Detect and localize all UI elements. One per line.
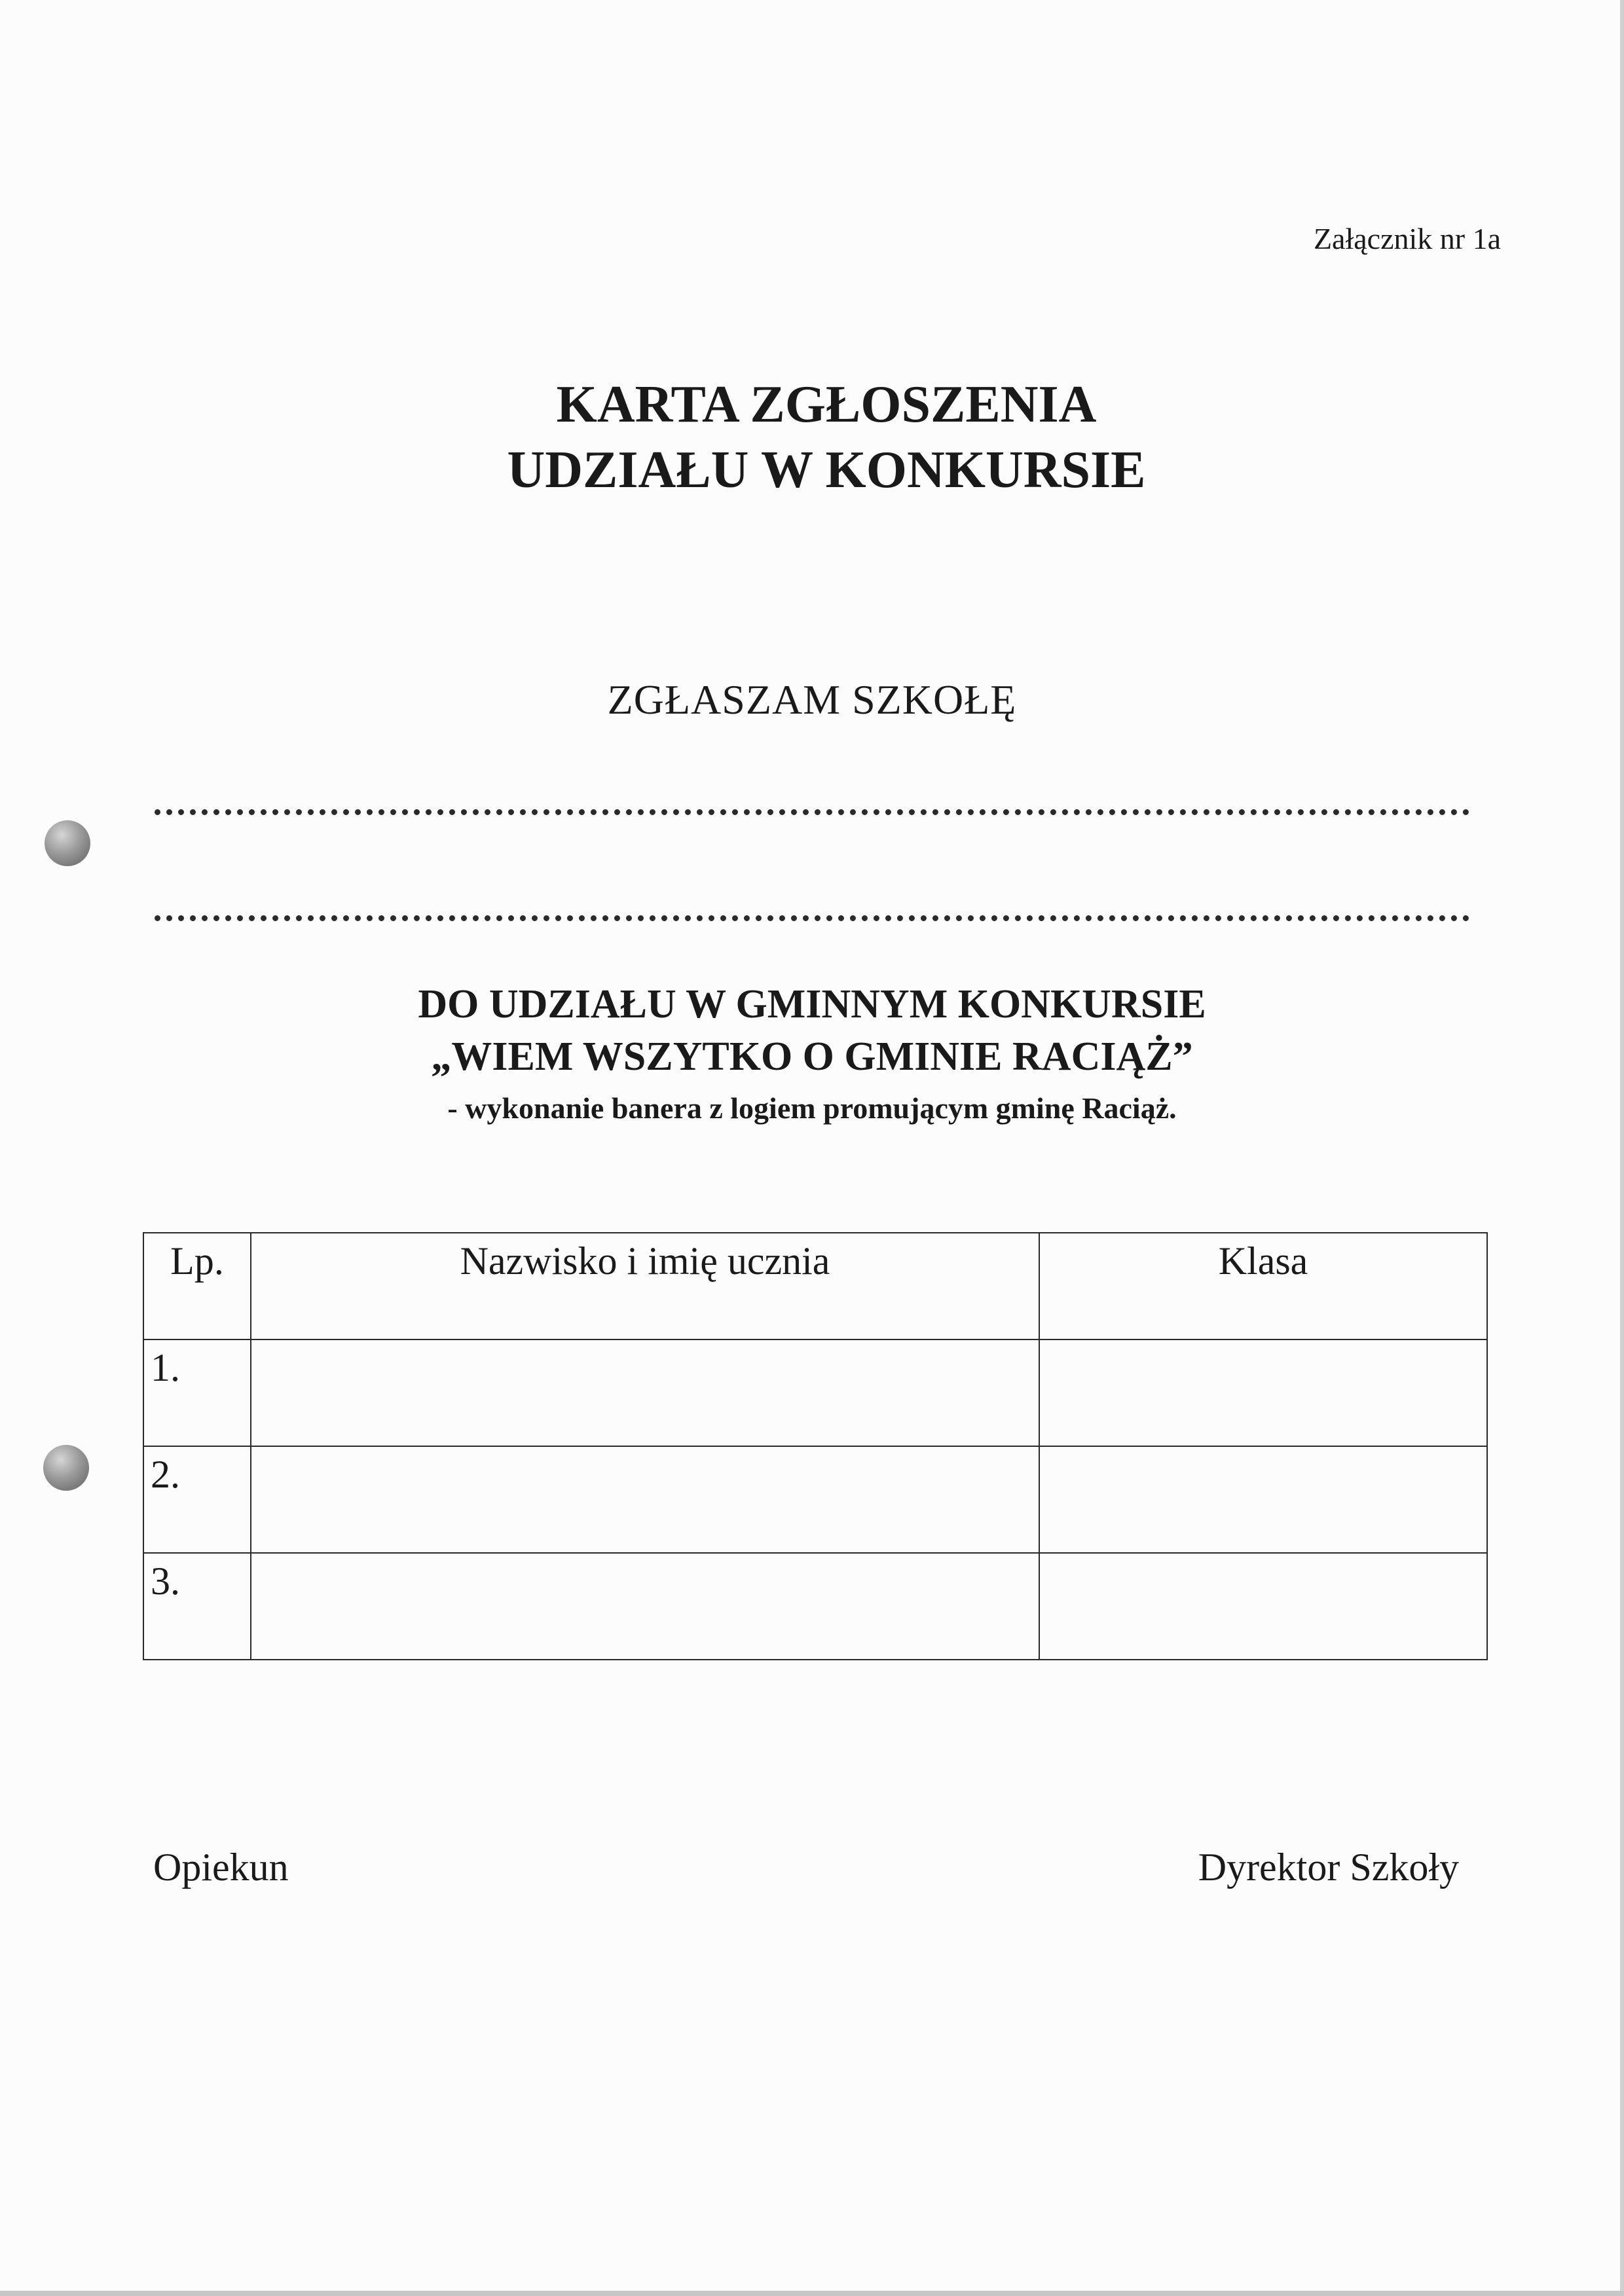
- form-title: [0, 372, 1624, 503]
- student-class-cell[interactable]: [1039, 1339, 1487, 1446]
- punch-hole-top: [45, 820, 90, 866]
- school-name-fill-line-1[interactable]: [155, 809, 1469, 815]
- declaration-heading: ZGŁASZAM SZKOŁĘ: [607, 676, 1017, 723]
- punch-hole-bottom: [43, 1445, 89, 1491]
- header-lp: Lp.: [143, 1233, 251, 1339]
- header-class: Klasa: [1039, 1233, 1487, 1339]
- table-row: [143, 1553, 1487, 1660]
- student-name-cell[interactable]: [251, 1553, 1039, 1660]
- scan-edge-bottom: [0, 2291, 1624, 2296]
- contest-line-2: „WIEM WSZYTKO O GMINIE RACIĄŻ”: [431, 1034, 1193, 1079]
- student-class-cell[interactable]: [1039, 1446, 1487, 1553]
- header-name: Nazwisko i imię ucznia: [251, 1233, 1039, 1339]
- signature-director-label: Dyrektor Szkoły: [1198, 1846, 1459, 1889]
- signature-guardian-label: Opiekun: [153, 1846, 289, 1889]
- contest-heading: [0, 978, 1624, 1131]
- contest-line-1: DO UDZIAŁU W GMINNYM KONKURSIE: [418, 982, 1206, 1027]
- contest-subtitle: - wykonanie banera z logiem promującym gminę Raciąż.: [447, 1091, 1177, 1125]
- row-number: 2.: [143, 1446, 251, 1553]
- row-number: 1.: [143, 1339, 251, 1446]
- table-header-row: [143, 1233, 1487, 1339]
- student-class-cell[interactable]: [1039, 1553, 1487, 1660]
- annex-label: Załącznik nr 1a: [1313, 222, 1501, 255]
- table-row: [143, 1339, 1487, 1446]
- students-table: [143, 1232, 1488, 1660]
- row-number: 3.: [143, 1553, 251, 1660]
- school-name-fill-line-2[interactable]: [155, 915, 1469, 921]
- student-name-cell[interactable]: [251, 1446, 1039, 1553]
- table-row: [143, 1446, 1487, 1553]
- student-name-cell[interactable]: [251, 1339, 1039, 1446]
- form-title-line-2: UDZIAŁU W KONKURSIE: [507, 441, 1146, 499]
- scan-edge-right: [1620, 0, 1624, 2296]
- form-title-line-1: KARTA ZGŁOSZENIA: [556, 376, 1097, 433]
